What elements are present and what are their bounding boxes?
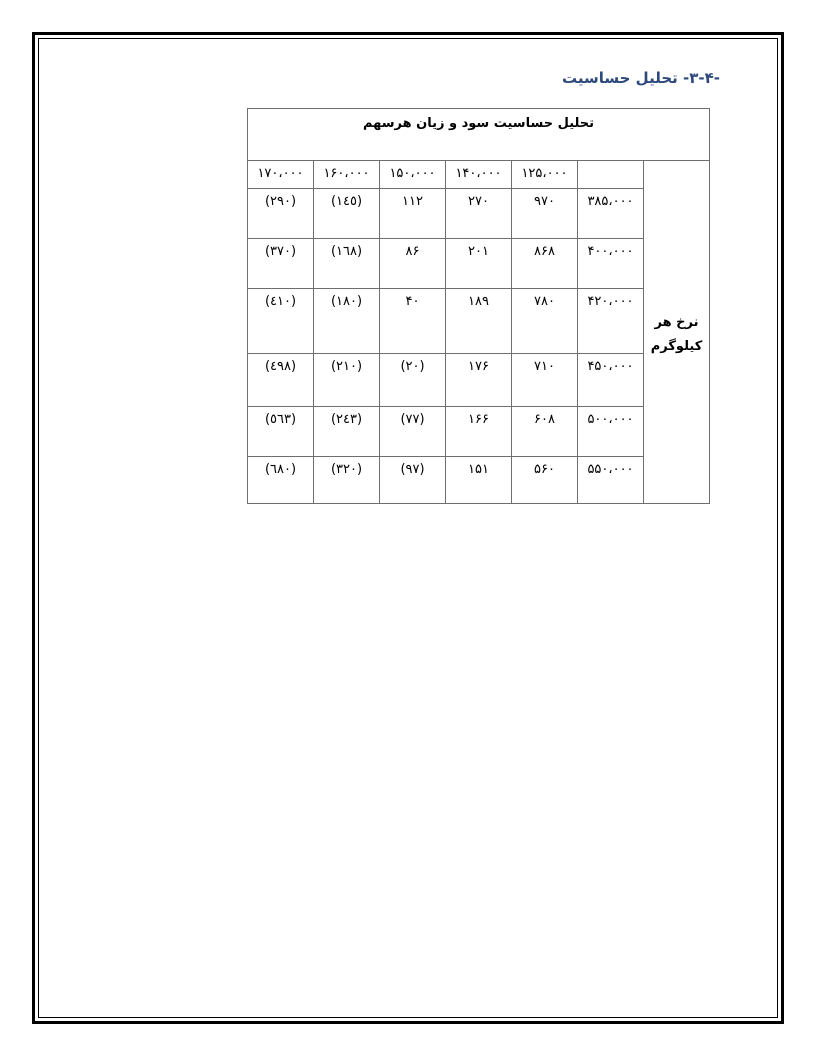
value-cell: ۷۸۰ <box>512 289 578 354</box>
value-cell: (۱٦۸) <box>314 239 380 289</box>
rate-per-kg-label <box>644 161 710 504</box>
value-cell: ۸۶۸ <box>512 239 578 289</box>
side-label-line1: نرخ هر <box>654 314 699 330</box>
section-heading: -۳-۴- تحلیل حساسیت <box>562 69 720 87</box>
price-header: ۱۴۰،۰۰۰ <box>446 161 512 189</box>
rate-cell: ۵۵۰،۰۰۰ <box>578 457 644 504</box>
table-row <box>248 457 710 504</box>
price-header: ۱۷۰،۰۰۰ <box>248 161 314 189</box>
sensitivity-table <box>247 108 710 504</box>
value-cell: (٤۹۸) <box>248 354 314 407</box>
value-cell: ۵۶۰ <box>512 457 578 504</box>
price-header: ۱۶۰،۰۰۰ <box>314 161 380 189</box>
value-cell: ۱۵۱ <box>446 457 512 504</box>
value-cell: (٥٦۳) <box>248 407 314 457</box>
value-cell: ۸۶ <box>380 239 446 289</box>
table-title: تحلیل حساسیت سود و زیان هرسهم <box>248 109 710 161</box>
value-cell: (۲۱۰) <box>314 354 380 407</box>
table-row <box>248 289 710 354</box>
value-cell: (٤۱۰) <box>248 289 314 354</box>
value-cell: (۳۲۰) <box>314 457 380 504</box>
rate-cell: ۴۰۰،۰۰۰ <box>578 239 644 289</box>
value-cell: ۹۷۰ <box>512 189 578 239</box>
value-cell: (۲۰) <box>380 354 446 407</box>
value-cell: ۱۸۹ <box>446 289 512 354</box>
table-row <box>248 407 710 457</box>
table-row <box>248 189 710 239</box>
table-row <box>248 239 710 289</box>
value-cell: ۷۱۰ <box>512 354 578 407</box>
price-header: ۱۵۰،۰۰۰ <box>380 161 446 189</box>
value-cell: ۱۶۶ <box>446 407 512 457</box>
corner-cell <box>578 161 644 189</box>
rate-cell: ۴۵۰،۰۰۰ <box>578 354 644 407</box>
rate-cell: ۵۰۰،۰۰۰ <box>578 407 644 457</box>
value-cell: (۹۷) <box>380 457 446 504</box>
value-cell: (۱٤٥) <box>314 189 380 239</box>
value-cell: ۱۱۲ <box>380 189 446 239</box>
value-cell: ۴۰ <box>380 289 446 354</box>
value-cell: (٦۸۰) <box>248 457 314 504</box>
value-cell: (۱۸۰) <box>314 289 380 354</box>
value-cell: (۷۷) <box>380 407 446 457</box>
value-cell: ۲۰۱ <box>446 239 512 289</box>
side-label-line2: کیلوگرم <box>650 338 703 354</box>
value-cell: ۲۷۰ <box>446 189 512 239</box>
rate-cell: ۴۲۰،۰۰۰ <box>578 289 644 354</box>
value-cell: (۲٤۳) <box>314 407 380 457</box>
table-row <box>248 354 710 407</box>
price-header: ۱۲۵،۰۰۰ <box>512 161 578 189</box>
rate-cell: ۳۸۵،۰۰۰ <box>578 189 644 239</box>
value-cell: ۱۷۶ <box>446 354 512 407</box>
value-cell: (۳۷۰) <box>248 239 314 289</box>
price-header-row <box>248 161 710 189</box>
value-cell: (۲۹۰) <box>248 189 314 239</box>
value-cell: ۶۰۸ <box>512 407 578 457</box>
